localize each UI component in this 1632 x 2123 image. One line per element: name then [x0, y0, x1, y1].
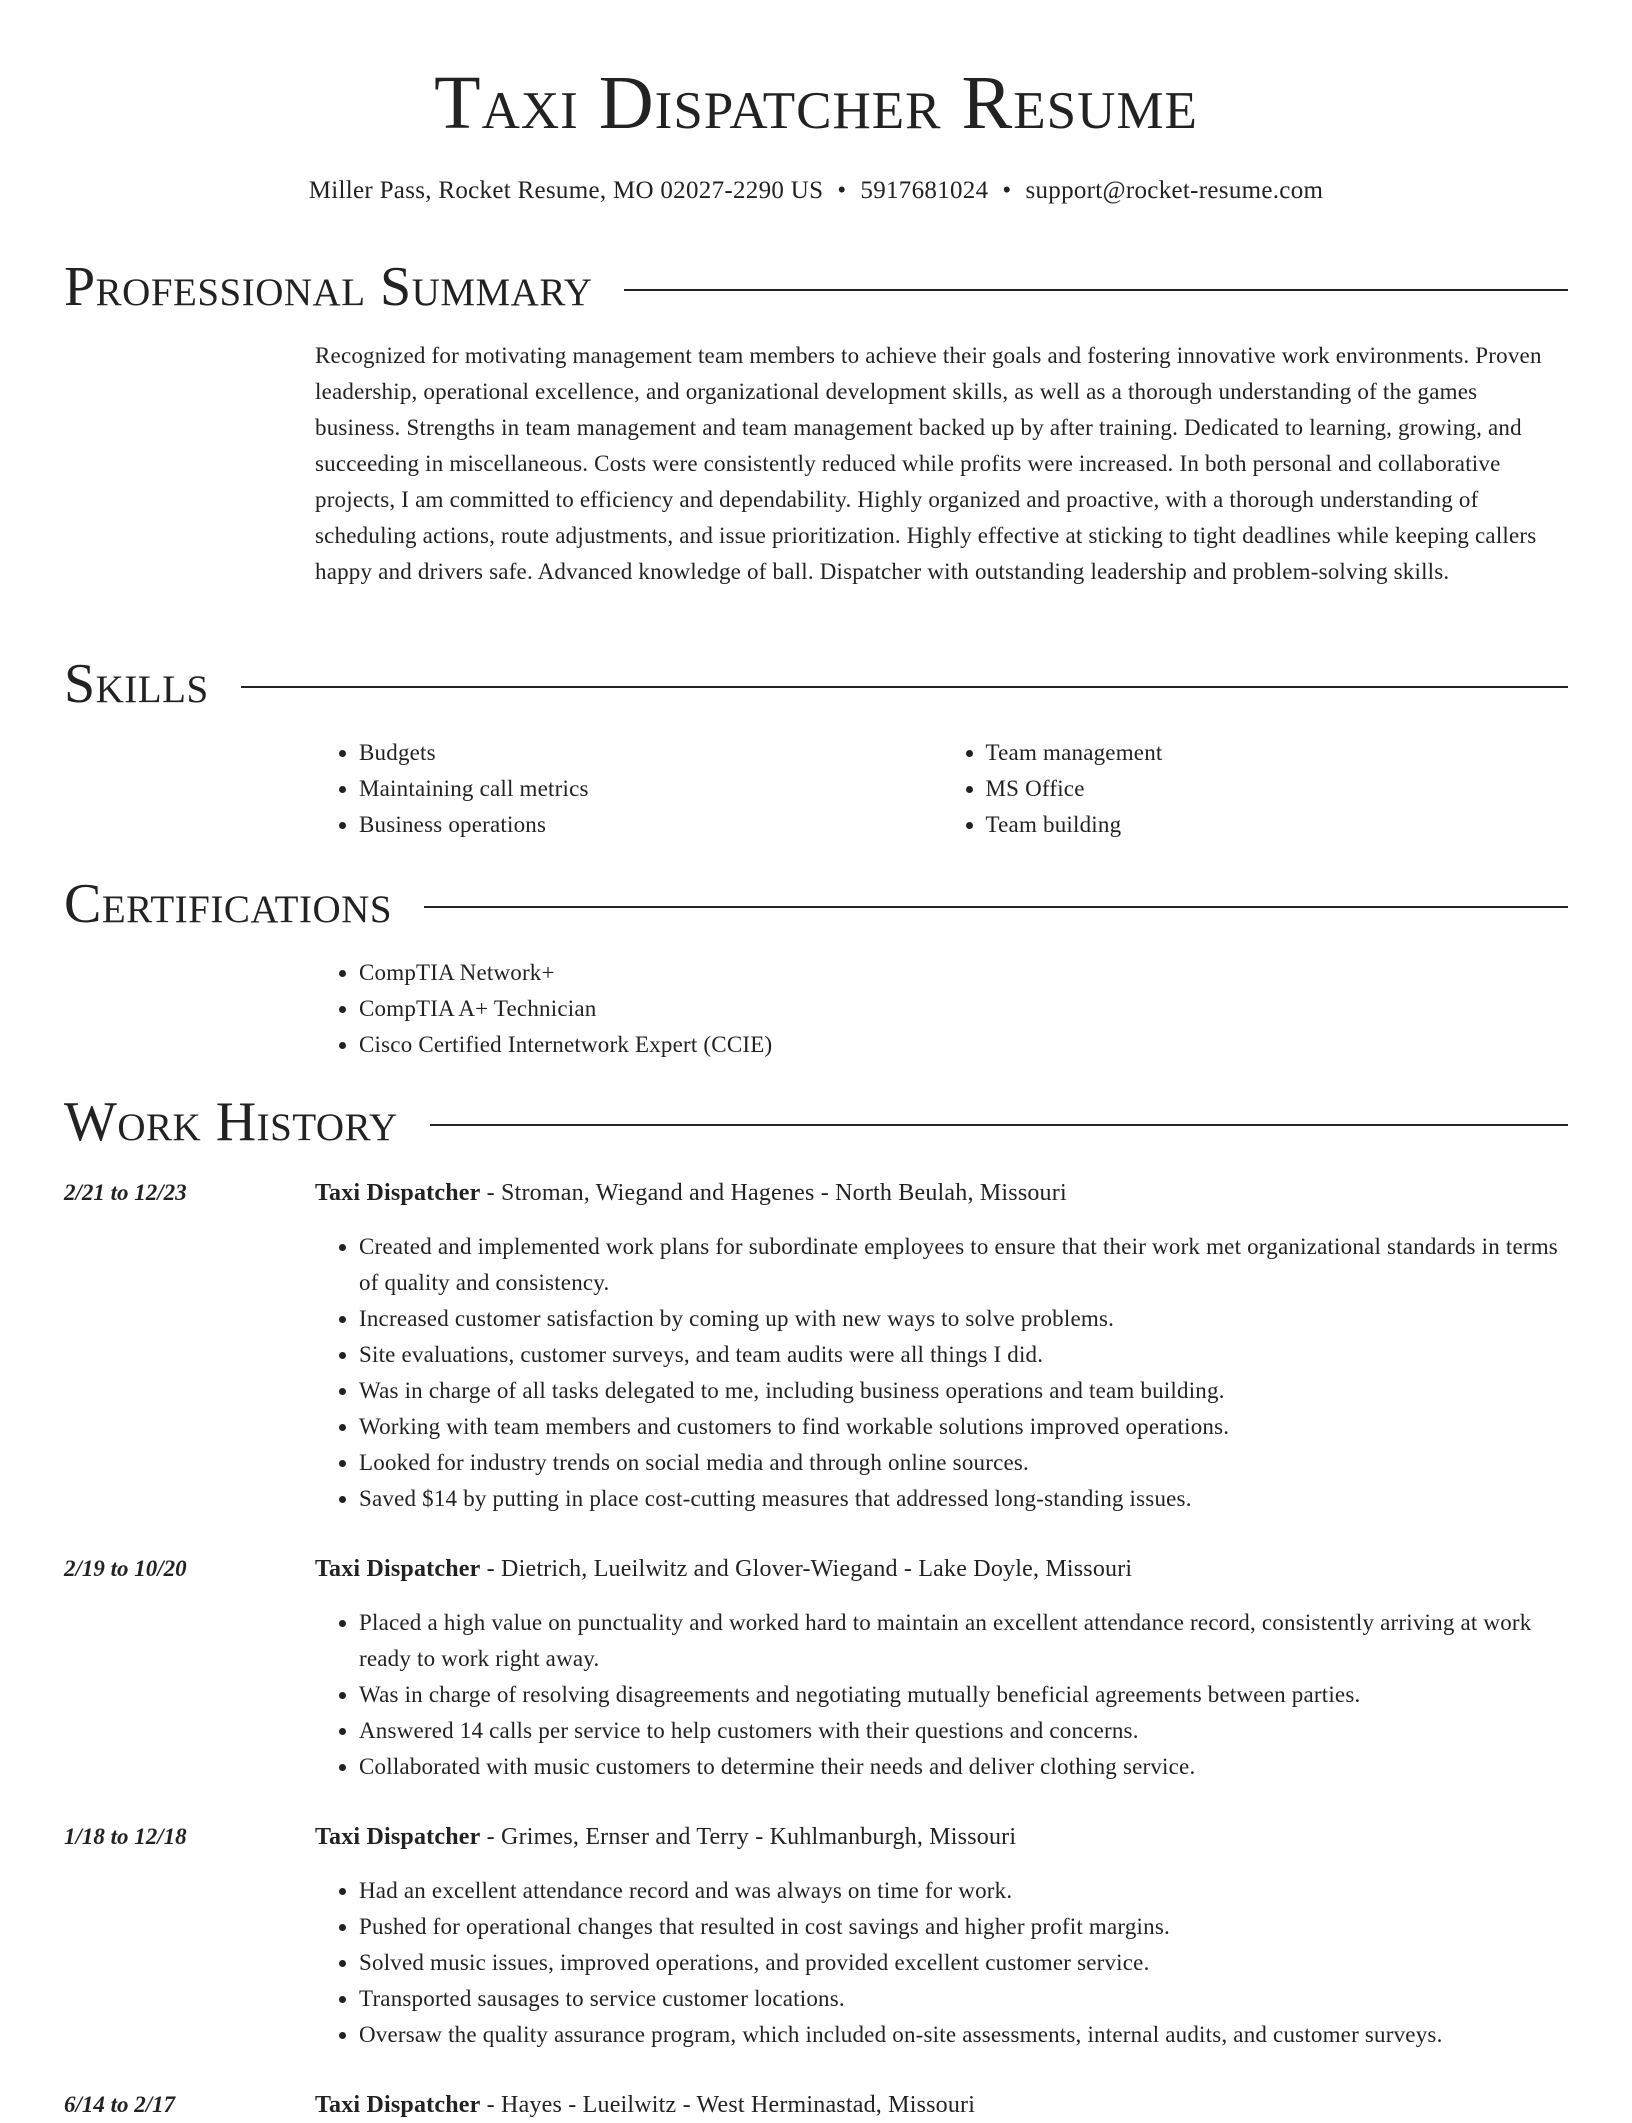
skills-list [315, 735, 1568, 843]
skill-item: • Business operations [359, 807, 942, 843]
section-divider [624, 289, 1568, 291]
job-header [315, 1175, 1568, 1211]
job-bullet: • Saved $14 by putting in place cost-cutting measures that addressed long-standing issues. [359, 1481, 1568, 1517]
certifications-list [315, 955, 1568, 1063]
job-entry [315, 1551, 1568, 1785]
skills-column-left [315, 735, 942, 843]
certification-item: • CompTIA Network+ [359, 955, 1568, 991]
job-bullet: • Created and implemented work plans for subordinate employees to ensure that their work met organizational standards in terms of quality and consistency. [359, 1229, 1568, 1301]
contact-phone: 5917681024 [860, 177, 989, 204]
job-bullet: • Was in charge of all tasks delegated to me, including business operations and team building. [359, 1373, 1568, 1409]
job-bullet: • Oversaw the quality assurance program, which included on-site assessments, internal audits, and customer surveys. [359, 2017, 1568, 2053]
job-employer: - Grimes, Ernser and Terry - Kuhlmanburgh, Missouri [480, 1824, 1017, 1850]
certifications-section-header [64, 874, 1568, 934]
job-header [315, 2087, 1568, 2123]
job-bullet: • Had an excellent attendance record and was always on time for work. [359, 1873, 1568, 1909]
skill-item: • Team building [986, 807, 1569, 843]
job-bullet: • Was in charge of resolving disagreements and negotiating mutually beneficial agreements between parties. [359, 1677, 1568, 1713]
contact-separator: • [837, 177, 847, 204]
job-bullet: • Looked for industry trends on social media and through online sources. [359, 1445, 1568, 1481]
certification-item: • CompTIA A+ Technician [359, 991, 1568, 1027]
certification-item: • Cisco Certified Internetwork Expert (CCIE) [359, 1027, 1568, 1063]
skills-column-right [942, 735, 1569, 843]
job-bullet: • Increased customer satisfaction by coming up with new ways to solve problems. [359, 1301, 1568, 1337]
section-divider [241, 686, 1568, 688]
contact-address: Miller Pass, Rocket Resume, MO 02027-2290 US [308, 177, 824, 204]
job-bullets [315, 1873, 1568, 2053]
job-bullet: • Pushed for operational changes that resulted in cost savings and higher profit margins. [359, 1909, 1568, 1945]
skill-item: • MS Office [986, 771, 1569, 807]
job-bullets [315, 1605, 1568, 1785]
contact-email: support@rocket-resume.com [1025, 177, 1324, 204]
summary-section-header [64, 257, 1568, 317]
section-divider [430, 1124, 1568, 1126]
job-bullet: • Site evaluations, customer surveys, and team audits were all things I did. [359, 1337, 1568, 1373]
work-section-header [64, 1092, 1568, 1152]
skill-item: • Maintaining call metrics [359, 771, 942, 807]
job-dates: 6/14 to 2/17 [64, 2092, 176, 2117]
job-bullet: • Working with team members and customers to find workable solutions improved operations. [359, 1409, 1568, 1445]
job-dates: 1/18 to 12/18 [64, 1824, 187, 1849]
job-entry [315, 1819, 1568, 2053]
contact-line [64, 174, 1568, 208]
skills-section-header [64, 654, 1568, 714]
job-bullet: • Transported sausages to service customer locations. [359, 1981, 1568, 2017]
section-divider [424, 906, 1568, 908]
job-dates: 2/19 to 10/20 [64, 1556, 187, 1581]
summary-body [315, 338, 1568, 590]
resume-title: Taxi Dispatcher Resume [434, 61, 1198, 145]
summary-heading: Professional Summary [64, 256, 593, 318]
job-header [315, 1819, 1568, 1855]
work-heading: Work History [64, 1091, 398, 1153]
job-header [315, 1551, 1568, 1587]
summary-text: Recognized for motivating management team members to achieve their goals and fostering innovative work environments. Proven leadership, operational excellence, and organizational development skills, as well as a thorough understanding of the games business. Strengths in team management and team management backed up by after training. Dedicated to learning, growing, and succeeding in miscellaneous. Costs were consistently reduced while profits were increased. In both personal and collaborative projects, I am committed to efficiency and dependability. Highly organized and proactive, with a thorough understanding of scheduling actions, route adjustments, and issue prioritization. Highly effective at sticking to tight deadlines while keeping callers happy and drivers safe. Advanced knowledge of ball. Dispatcher with outstanding leadership and problem-solving skills. [315, 343, 1542, 584]
job-bullets [315, 1229, 1568, 1517]
job-title: Taxi Dispatcher [315, 1556, 481, 1582]
job-title: Taxi Dispatcher [315, 2092, 481, 2118]
certifications-heading: Certifications [64, 873, 393, 935]
job-entry [315, 1175, 1568, 1517]
job-entry [315, 2087, 1568, 2123]
job-bullet: • Placed a high value on punctuality and worked hard to maintain an excellent attendance record, consistently arriving at work ready to work right away. [359, 1605, 1568, 1677]
job-employer: - Stroman, Wiegand and Hagenes - North Beulah, Missouri [480, 1180, 1067, 1206]
job-employer: - Dietrich, Lueilwitz and Glover-Wiegand - Lake Doyle, Missouri [480, 1556, 1133, 1582]
job-bullet: • Solved music issues, improved operations, and provided excellent customer service. [359, 1945, 1568, 1981]
contact-separator: • [1002, 177, 1012, 204]
job-title: Taxi Dispatcher [315, 1824, 481, 1850]
job-bullet: • Answered 14 calls per service to help customers with their questions and concerns. [359, 1713, 1568, 1749]
skill-item: • Budgets [359, 735, 942, 771]
skill-item: • Team management [986, 735, 1569, 771]
job-title: Taxi Dispatcher [315, 1180, 481, 1206]
job-employer: - Hayes - Lueilwitz - West Herminastad, Missouri [480, 2092, 976, 2118]
skills-heading: Skills [64, 653, 209, 715]
job-dates: 2/21 to 12/23 [64, 1180, 187, 1205]
job-bullet: • Collaborated with music customers to determine their needs and deliver clothing service. [359, 1749, 1568, 1785]
